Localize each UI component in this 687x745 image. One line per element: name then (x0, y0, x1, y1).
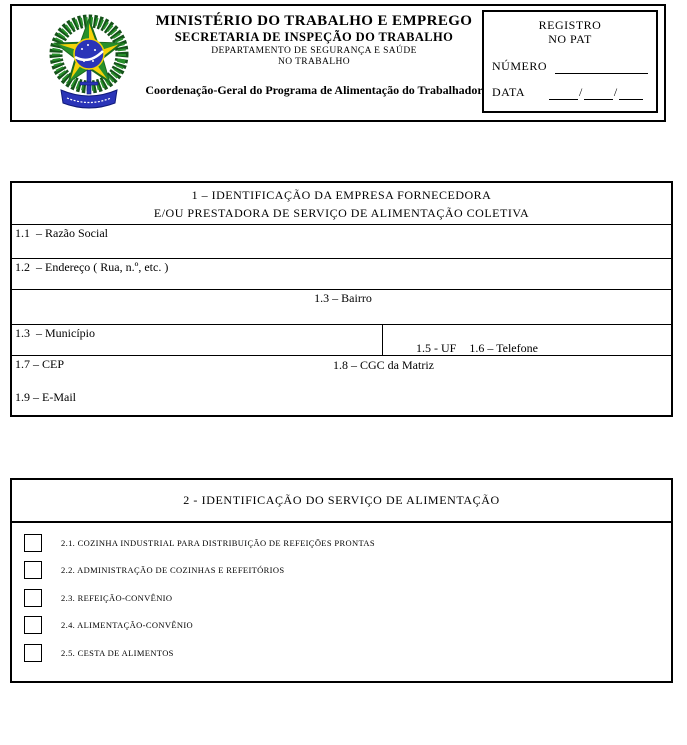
uf-label: 1.5 - UF (416, 341, 457, 355)
coordination-name: Coordenação-Geral do Programa de Alimentação do Trabalhador (145, 83, 483, 97)
cgc-matriz-label: 1.8 – CGC da Matriz (333, 358, 434, 372)
endereco-label: 1.2 – Endereço ( Rua, n.º, etc. ) (15, 260, 169, 274)
registry-number-row (492, 59, 648, 74)
option-cesta-alimentos (24, 639, 671, 667)
telefone-label: 1.6 – Telefone (469, 341, 538, 355)
municipio-label: 1.3 – Município (15, 326, 95, 340)
secretariat-name: SECRETARIA DE INSPEÇÃO DO TRABALHO (174, 30, 454, 44)
option-administracao-cozinhas (24, 557, 671, 585)
checkbox-cesta-alimentos[interactable] (24, 644, 42, 662)
option-label: 2.4. ALIMENTAÇÃO-CONVÊNIO (61, 620, 194, 631)
option-alimentacao-convenio (24, 612, 671, 640)
field-uf-telefone (383, 325, 671, 355)
ministry-name: MINISTÉRIO DO TRABALHO E EMPREGO (155, 13, 473, 29)
registry-date-row (492, 85, 648, 100)
section-2-food-service-identification (10, 478, 673, 683)
field-municipio (12, 325, 383, 355)
brazil-coat-of-arms-icon (36, 10, 142, 118)
option-label: 2.2. ADMINISTRAÇÃO DE COZINHAS E REFEITÓRIOS (61, 565, 285, 576)
date-slash: / (579, 85, 583, 99)
department-name-line2: NO TRABALHO (277, 57, 351, 67)
form-header (10, 4, 666, 122)
registry-number-label: NÚMERO (492, 59, 548, 73)
pat-registry-box (482, 10, 658, 113)
section-2-title: 2 - IDENTIFICAÇÃO DO SERVIÇO DE ALIMENTAÇÃO (12, 480, 671, 523)
option-label: 2.1. COZINHA INDUSTRIAL PARA DISTRIBUIÇÃO DE REFEIÇÕES PRONTAS (61, 537, 375, 548)
department-name-line1: DEPARTAMENTO DE SEGURANÇA E SAÚDE (211, 46, 417, 56)
option-refeicao-convenio (24, 584, 671, 612)
option-cozinha-industrial (24, 529, 671, 557)
ministry-titles (140, 13, 488, 98)
field-endereco (12, 258, 671, 289)
field-cep-cgc-email (12, 355, 671, 415)
registry-number-blank-line (555, 60, 648, 74)
cep-label: 1.7 – CEP (15, 357, 65, 371)
food-service-options (12, 523, 671, 667)
checkbox-administracao-cozinhas[interactable] (24, 561, 42, 579)
field-municipio-uf-telefone (12, 324, 671, 355)
checkbox-refeicao-convenio[interactable] (24, 589, 42, 607)
email-label: 1.9 – E-Mail (15, 390, 76, 404)
section-1-title-line1: 1 – IDENTIFICAÇÃO DA EMPRESA FORNECEDORA (191, 188, 492, 202)
section-1-company-identification (10, 181, 673, 417)
registry-title-line2: NO PAT (548, 32, 592, 46)
field-razao-social (12, 224, 671, 258)
section-1-title-line2: E/OU PRESTADORA DE SERVIÇO DE ALIMENTAÇÃO COLETIVA (153, 206, 530, 220)
date-year-blank (619, 86, 643, 100)
razao-social-label: 1.1 – Razão Social (15, 226, 108, 240)
registry-date-label: DATA (492, 85, 526, 99)
date-slash: / (613, 85, 618, 99)
bairro-label: 1.3 – Bairro (314, 291, 372, 305)
section-1-title (12, 183, 671, 224)
option-label: 2.5. CESTA DE ALIMENTOS (61, 647, 174, 658)
checkbox-cozinha-industrial[interactable] (24, 534, 42, 552)
date-month-blank (584, 86, 613, 100)
registry-title-line1: REGISTRO (538, 18, 602, 32)
field-bairro (12, 289, 671, 324)
date-day-blank (549, 86, 578, 100)
option-label: 2.3. REFEIÇÃO-CONVÊNIO (61, 592, 173, 603)
checkbox-alimentacao-convenio[interactable] (24, 616, 42, 634)
